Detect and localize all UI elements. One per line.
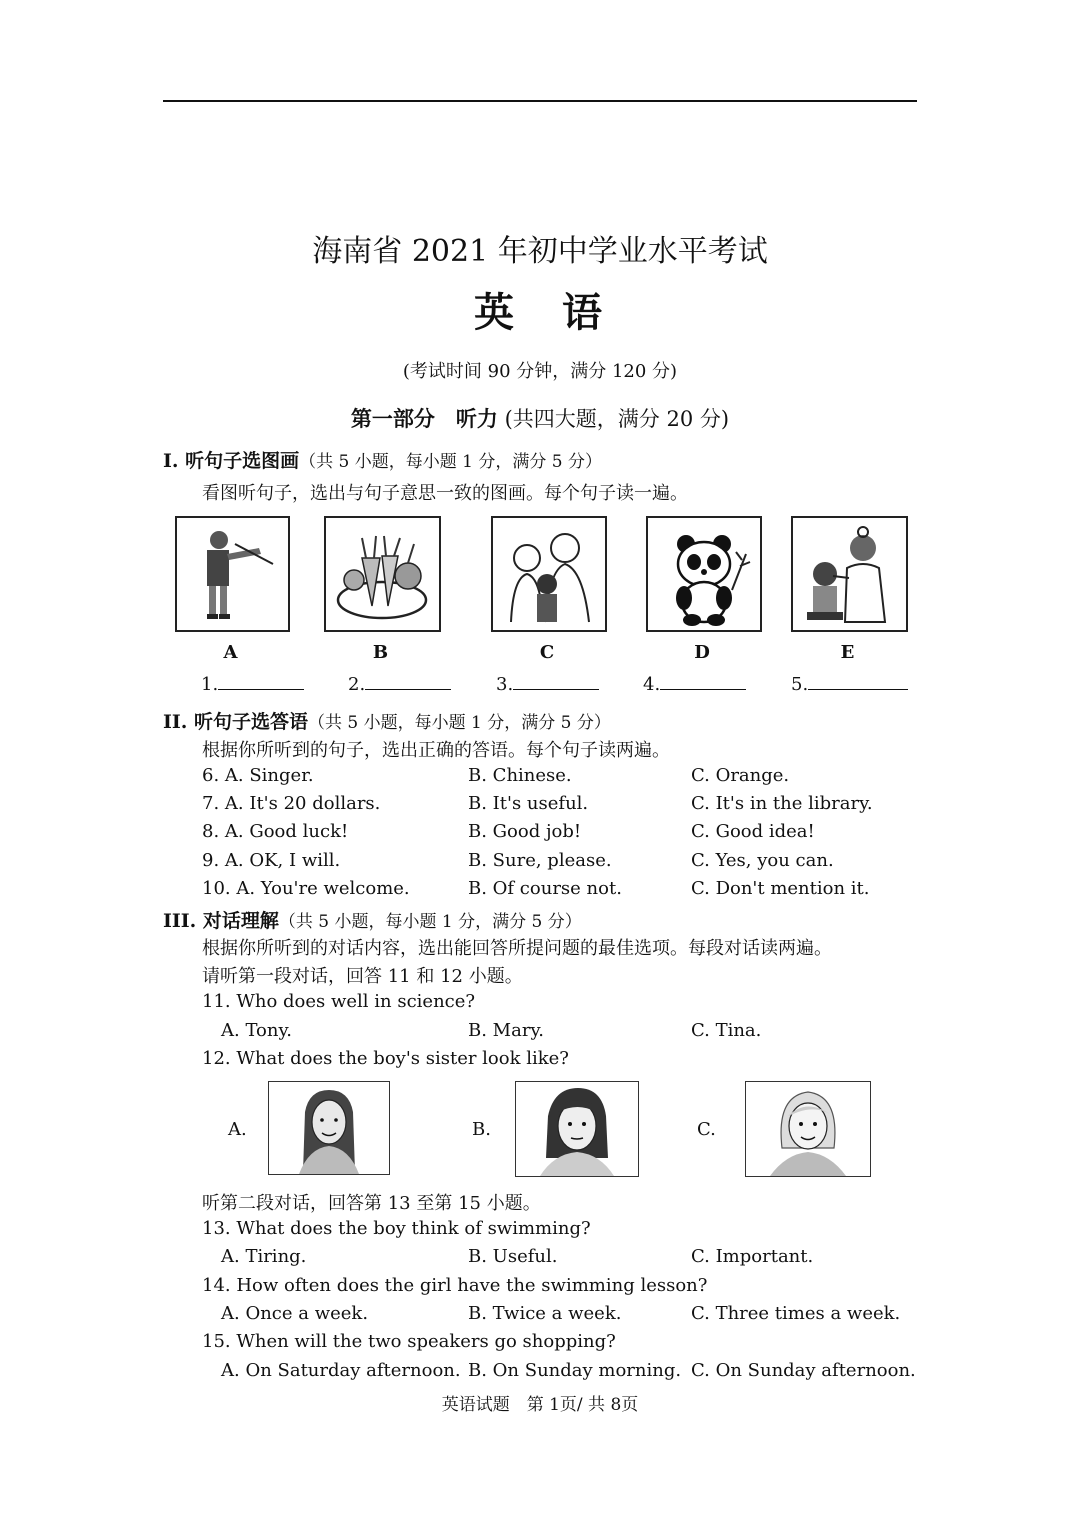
q7-option-a: 7. A. It's 20 dollars. — [202, 793, 381, 814]
picture-a-label: A — [223, 642, 238, 663]
blank-number: 5. — [791, 674, 809, 695]
q11-question: 11. Who does well in science? — [202, 991, 476, 1012]
q14-option-c: C. Three times a week. — [691, 1303, 901, 1324]
dialog1-note: 请听第一段对话，回答 11 和 12 小题。 — [202, 966, 523, 987]
blank-number: 3. — [496, 674, 514, 695]
q12-face-b — [515, 1081, 639, 1177]
q10-option-b: B. Of course not. — [468, 878, 622, 899]
section1-title: I. 听句子选图画 — [163, 450, 300, 472]
q9-option-a: 9. A. OK, I will. — [202, 850, 341, 871]
q13-question: 13. What does the boy think of swimming? — [202, 1218, 591, 1239]
q15-option-a: A. On Saturday afternoon. — [221, 1360, 461, 1381]
doctor-icon — [793, 518, 906, 630]
q10-option-a: 10. A. You're welcome. — [202, 878, 410, 899]
blank-number: 1. — [201, 674, 219, 695]
part-title: 第一部分 听力 — [350, 406, 498, 431]
q7-option-b: B. It's useful. — [468, 793, 589, 814]
q11-option-a: A. Tony. — [221, 1020, 292, 1041]
subject-title: 英 语 — [474, 289, 606, 336]
q8-option-b: B. Good job! — [468, 821, 582, 842]
q12-face-c — [745, 1081, 871, 1177]
q9-option-c: C. Yes, you can. — [691, 850, 834, 871]
answer-blank-5[interactable] — [791, 674, 908, 695]
blank-number: 2. — [348, 674, 366, 695]
section3-heading — [163, 906, 582, 933]
section3-score: （共 5 小题，每小题 1 分，满分 5 分） — [278, 912, 582, 932]
q12-face-a — [268, 1081, 390, 1175]
q15-option-b: B. On Sunday morning. — [468, 1360, 682, 1381]
section3-instruction: 根据你所听到的对话内容，选出能回答所提问题的最佳选项。每段对话读两遍。 — [202, 938, 832, 959]
q6-option-a: 6. A. Singer. — [202, 765, 314, 786]
answer-blank-1[interactable] — [201, 674, 304, 695]
answer-blank-4[interactable] — [643, 674, 746, 695]
q11-option-b: B. Mary. — [468, 1020, 544, 1041]
section1-score: （共 5 小题，每小题 1 分，满分 5 分） — [299, 452, 602, 472]
section2-title: II. 听句子选答语 — [163, 711, 309, 733]
answer-blank-2[interactable] — [348, 674, 451, 695]
picture-b-label: B — [372, 642, 389, 663]
q9-option-b: B. Sure, please. — [468, 850, 612, 871]
q15-option-c: C. On Sunday afternoon. — [691, 1360, 916, 1381]
part-note: (共四大题，满分 20 分) — [504, 407, 730, 431]
exam-title: 海南省 2021 年初中学业水平考试 — [312, 234, 768, 269]
picture-e-label: E — [840, 642, 855, 663]
q11-option-c: C. Tina. — [691, 1020, 762, 1041]
q13-option-a: A. Tiring. — [221, 1246, 307, 1267]
family-icon — [493, 518, 605, 630]
q12-option-b-label: B. — [472, 1119, 491, 1140]
section2-heading — [163, 707, 611, 734]
girl-straight-hair-icon — [516, 1082, 638, 1176]
top-rule — [163, 100, 917, 102]
q13-option-c: C. Important. — [691, 1246, 814, 1267]
picture-d — [646, 516, 762, 632]
picture-d-label: D — [694, 642, 710, 663]
part-heading — [0, 403, 1080, 433]
q14-option-a: A. Once a week. — [221, 1303, 369, 1324]
q14-question: 14. How often does the girl have the swimming lesson? — [202, 1275, 708, 1296]
vegetables-icon — [326, 518, 439, 630]
q6-option-b: B. Chinese. — [468, 765, 572, 786]
picture-e — [791, 516, 908, 632]
section2-score: （共 5 小题，每小题 1 分，满分 5 分） — [308, 713, 611, 733]
q12-question: 12. What does the boy's sister look like? — [202, 1048, 569, 1069]
picture-c-label: C — [539, 642, 555, 663]
answer-blank-3[interactable] — [496, 674, 599, 695]
section1-heading — [163, 446, 602, 473]
violinist-icon — [177, 518, 288, 630]
q7-option-c: C. It's in the library. — [691, 793, 873, 814]
q10-option-c: C. Don't mention it. — [691, 878, 870, 899]
q15-question: 15. When will the two speakers go shopping? — [202, 1331, 616, 1352]
girl-long-hair-icon — [269, 1082, 389, 1174]
section1-instruction: 看图听句子，选出与句子意思一致的图画。每个句子读一遍。 — [202, 483, 688, 504]
section2-instruction: 根据你所听到的句子，选出正确的答语。每个句子读两遍。 — [202, 740, 670, 761]
panda-icon — [648, 518, 760, 630]
section3-title: III. 对话理解 — [163, 910, 279, 932]
picture-a — [175, 516, 290, 632]
q14-option-b: B. Twice a week. — [468, 1303, 622, 1324]
picture-c — [491, 516, 607, 632]
page-footer: 英语试题 第 1页/ 共 8页 — [441, 1395, 639, 1415]
q6-option-c: C. Orange. — [691, 765, 790, 786]
picture-b — [324, 516, 441, 632]
q12-option-a-label: A. — [228, 1119, 247, 1140]
q13-option-b: B. Useful. — [468, 1246, 558, 1267]
time-note: (考试时间 90 分钟，满分 120 分) — [402, 361, 678, 382]
dialog2-note: 听第二段对话，回答第 13 至第 15 小题。 — [202, 1193, 541, 1214]
q8-option-a: 8. A. Good luck! — [202, 821, 349, 842]
q12-option-c-label: C. — [697, 1119, 716, 1140]
q8-option-c: C. Good idea! — [691, 821, 815, 842]
girl-short-blond-hair-icon — [746, 1082, 870, 1176]
blank-number: 4. — [643, 674, 661, 695]
